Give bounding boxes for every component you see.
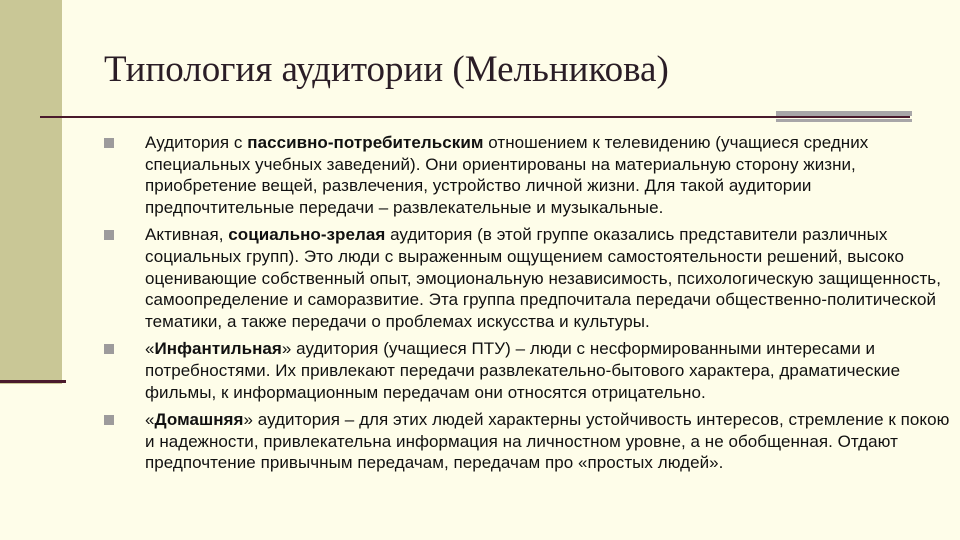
- side-decoration-band: [0, 0, 62, 384]
- slide-title: Типология аудитории (Мельникова): [104, 49, 669, 90]
- list-item-text: «Домашняя» аудитория – для этих людей характерны устойчивость интересов, стремление к покою и надежности, привлекательна информация на личностном уровне, а не обобщенная. Отдают предпочтение привычным передачам, передачам про «простых людей».: [145, 410, 950, 473]
- list-item: [104, 224, 954, 332]
- list-item: [104, 338, 954, 403]
- title-divider: [40, 116, 910, 118]
- list-item-text: Аудитория с пассивно-потребительским отношением к телевидению (учащиеся средних специальных учебных заведений). Они ориентированы на материальную сторону жизни, приобретение вещей, развлечения, устройство личной жизни. Для такой аудитории предпочтительные передачи – развлекательные и музыкальные.: [145, 133, 869, 217]
- list-item: [104, 132, 954, 218]
- square-bullet-icon: [104, 230, 114, 240]
- list-item-text: «Инфантильная» аудитория (учащиеся ПТУ) – люди с несформированными интересами и потребностями. Их привлекают передачи развлекательно-бытового характера, драматические фильмы, к информационным передачам они относятся отрицательно.: [145, 339, 901, 402]
- side-decoration-line: [0, 380, 66, 383]
- square-bullet-icon: [104, 138, 114, 148]
- list-item: [104, 409, 954, 474]
- square-bullet-icon: [104, 415, 114, 425]
- bullet-list: [104, 132, 954, 480]
- list-item-text: Активная, социально-зрелая аудитория (в этой группе оказались представители различных социальных групп). Это люди с выраженным ощущением самостоятельности решений, высоко оценивающие собственный опыт, эмоциональную независимость, психологическую защищенность, самоопределение и саморазвитие. Эта группа предпочитала передачи общественно-политической тематики, а также передачи о проблемах искусства и культуры.: [145, 225, 941, 331]
- title-accent-bar: [776, 111, 912, 116]
- title-accent-bar-lower: [776, 119, 912, 122]
- square-bullet-icon: [104, 344, 114, 354]
